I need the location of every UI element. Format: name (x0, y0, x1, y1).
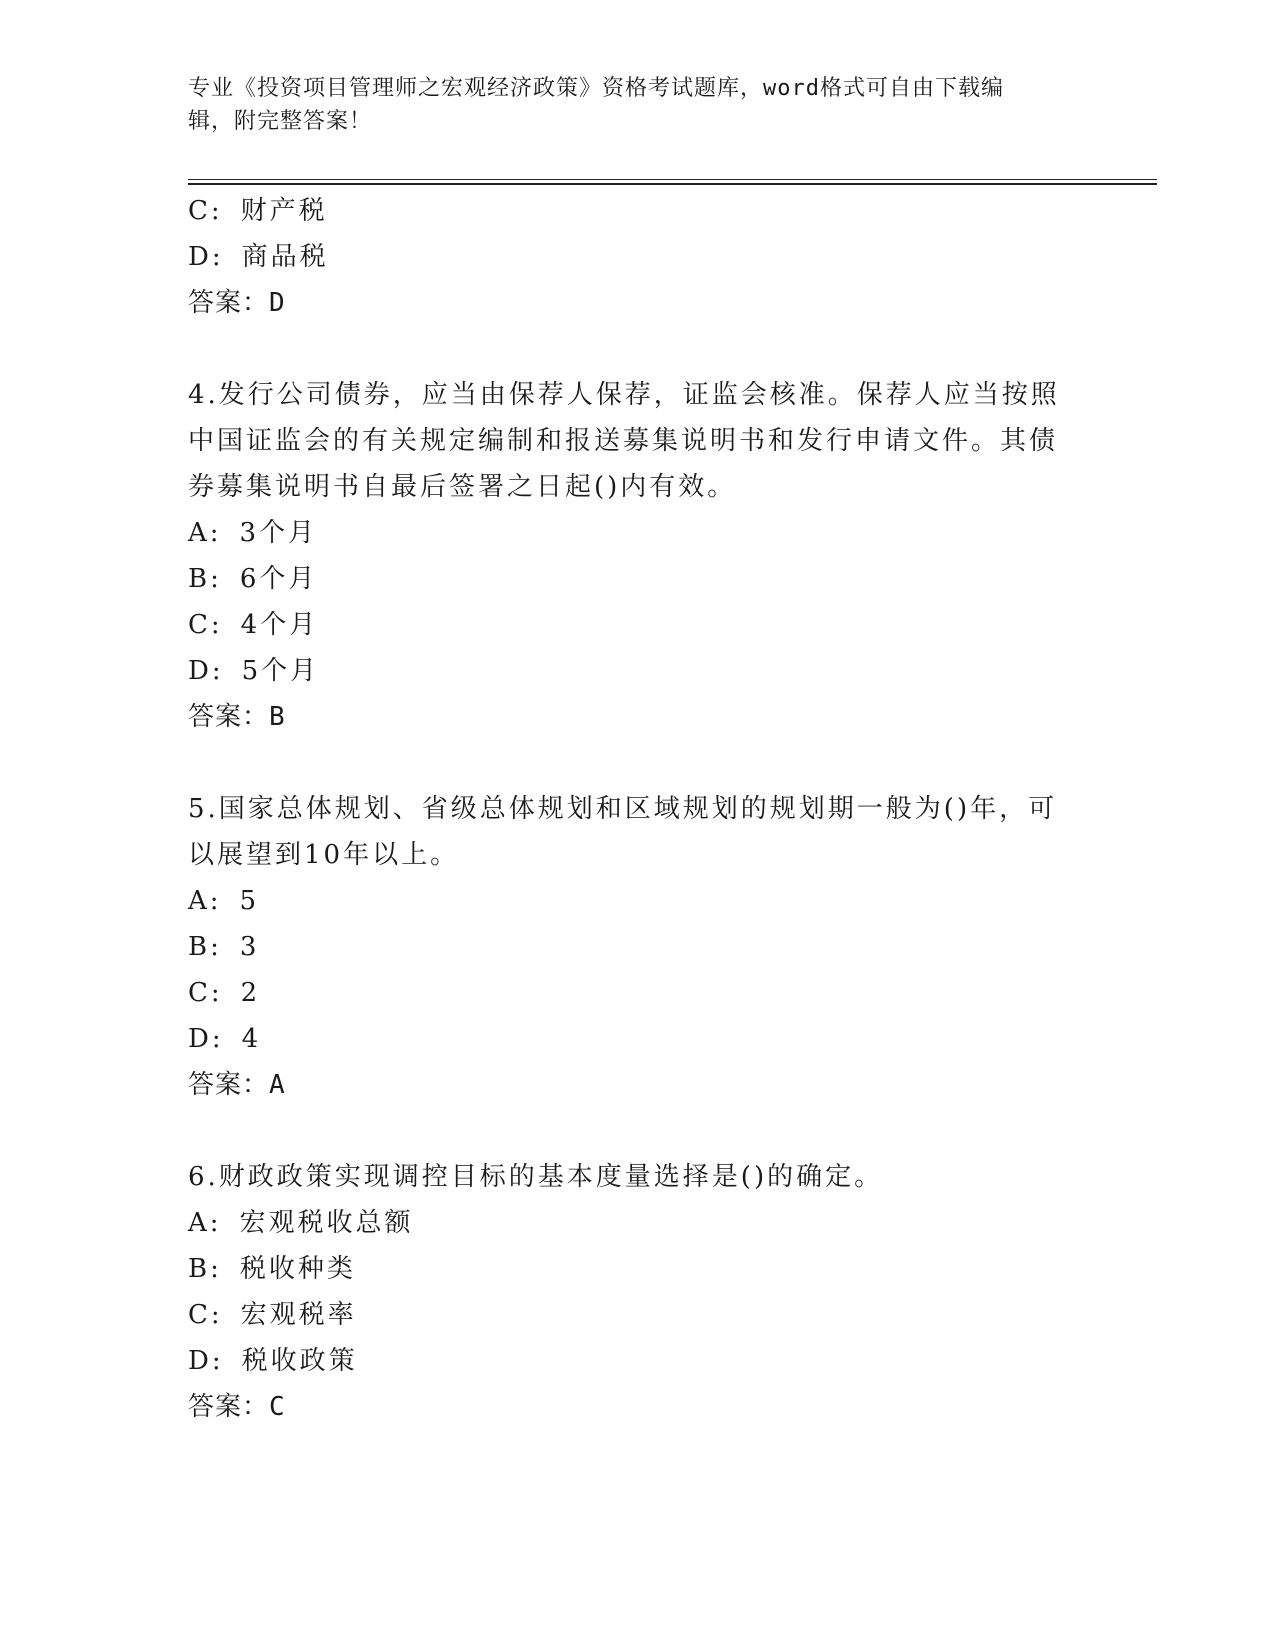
option-text: 4个月 (240, 610, 319, 640)
option-c (188, 970, 1078, 1016)
option-key: C: (188, 196, 223, 226)
option-key: D: (188, 1346, 224, 1376)
option-key: D: (188, 1024, 224, 1054)
option-key: D: (188, 656, 224, 686)
option-a (188, 878, 1078, 924)
option-key: A: (188, 886, 222, 916)
question-text (188, 1154, 1078, 1200)
option-c (188, 602, 1078, 648)
option-b (188, 1246, 1078, 1292)
question-3-continued (188, 188, 1078, 326)
question-list (188, 188, 1078, 1430)
question-line: 以展望到10年以上。 (188, 840, 460, 870)
question-text (188, 372, 1078, 510)
option-text: 3 (239, 932, 260, 962)
header-line-1: 专业《投资项目管理师之宏观经济政策》资格考试题库，word格式可自由下载编 (188, 76, 1004, 101)
answer-label: 答案： (188, 1392, 270, 1422)
answer-line (188, 694, 1078, 740)
option-text: 4 (241, 1024, 262, 1054)
option-key: C: (188, 978, 223, 1008)
question-line: 6.财政政策实现调控目标的基本度量选择是()的确定。 (188, 1162, 884, 1192)
question-line: 4.发行公司债券，应当由保荐人保荐，证监会核准。保荐人应当按照 (188, 380, 1060, 410)
option-c (188, 1292, 1078, 1338)
header-divider-thin (188, 179, 1157, 180)
question-4 (188, 372, 1078, 740)
option-key: D: (188, 242, 224, 272)
answer-value: D (269, 288, 286, 318)
option-key: A: (188, 1208, 222, 1238)
option-c (188, 188, 1078, 234)
option-text: 5 (239, 886, 260, 916)
document-header (188, 72, 1068, 138)
option-text: 税收种类 (239, 1254, 356, 1284)
option-text: 宏观税率 (240, 1300, 357, 1330)
option-a (188, 1200, 1078, 1246)
answer-label: 答案： (188, 1070, 270, 1100)
option-key: B: (188, 1254, 222, 1284)
option-text: 6个月 (239, 564, 318, 594)
header-line-2: 辑，附完整答案！ (188, 109, 373, 134)
question-line: 券募集说明书自最后签署之日起()内有效。 (188, 472, 737, 502)
option-a (188, 510, 1078, 556)
option-text: 财产税 (240, 196, 328, 226)
option-key: B: (188, 932, 222, 962)
question-line: 5.国家总体规划、省级总体规划和区域规划的规划期一般为()年，可 (188, 794, 1058, 824)
option-key: A: (188, 518, 222, 548)
question-5 (188, 786, 1078, 1108)
question-text (188, 786, 1078, 878)
answer-line (188, 280, 1078, 326)
option-text: 商品税 (241, 242, 329, 272)
option-key: C: (188, 1300, 223, 1330)
option-b (188, 556, 1078, 602)
answer-value: B (269, 702, 286, 732)
header-divider-thick (188, 183, 1157, 185)
option-d (188, 234, 1078, 280)
option-text: 2 (240, 978, 261, 1008)
option-key: B: (188, 564, 222, 594)
answer-label: 答案： (188, 288, 270, 318)
question-line: 中国证监会的有关规定编制和报送募集说明书和发行申请文件。其债 (188, 426, 1059, 456)
option-b (188, 924, 1078, 970)
answer-value: A (269, 1070, 286, 1100)
answer-value: C (269, 1392, 286, 1422)
option-text: 税收政策 (241, 1346, 358, 1376)
option-d (188, 1016, 1078, 1062)
answer-line (188, 1062, 1078, 1108)
answer-line (188, 1384, 1078, 1430)
answer-label: 答案： (188, 702, 270, 732)
option-text: 宏观税收总额 (239, 1208, 414, 1238)
option-d (188, 1338, 1078, 1384)
option-text: 3个月 (239, 518, 318, 548)
option-text: 5个月 (241, 656, 320, 686)
option-d (188, 648, 1078, 694)
question-6 (188, 1154, 1078, 1430)
option-key: C: (188, 610, 223, 640)
